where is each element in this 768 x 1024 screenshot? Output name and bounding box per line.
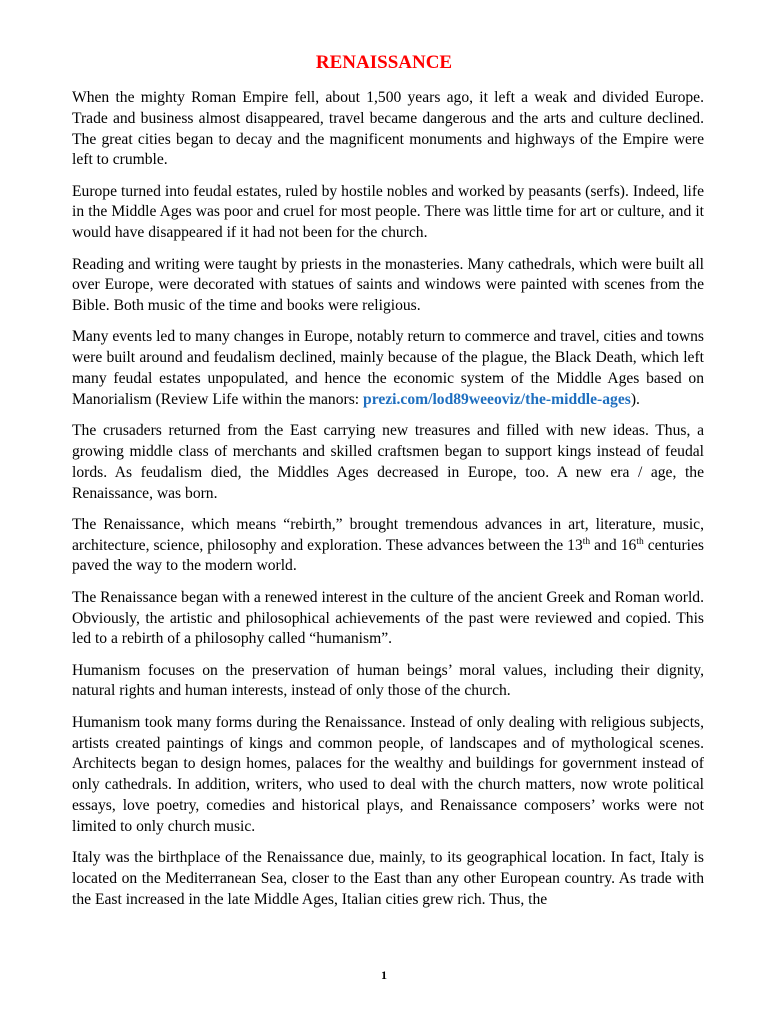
paragraph-humanism-focus: Humanism focuses on the preservation of human beings’ moral values, including their dignity, natural rights and human interests, instead of only those of the church.: [72, 661, 704, 700]
paragraph-crusaders: The crusaders returned from the East carrying new treasures and filled with new ideas. Thus, a growing middle class of merchants and skilled craftsmen began to support kings instead of feudal lords. As feudalism died, the Middles Ages decreased in Europe, too. A new era / age, the Renaissance, was born.: [72, 422, 704, 502]
paragraph-rebirth: [72, 515, 704, 577]
paragraph-changes-text: Many events led to many changes in Europe, notably return to commerce and travel, cities and towns were built around and feudalism declined, mainly because of the plague, the Black Death, which left many feudal estates unpopulated, and hence the economic system of the Middle Ages based on Manorialism (Review Life within the manors:: [72, 328, 704, 408]
page-number: 1: [381, 968, 387, 982]
paragraph-rebirth-text: The Renaissance, which means “rebirth,” brought tremendous advances in art, literature, music, architecture, science, philosophy and exploration. These advances between the 13: [72, 515, 704, 554]
document-title: RENAISSANCE: [315, 52, 453, 73]
prezi-link[interactable]: prezi.com/lod89weeoviz/the-middle-ages: [363, 390, 631, 408]
document-body: [72, 88, 704, 921]
paragraph-italy: Italy was the birthplace of the Renaissance due, mainly, to its geographical location. In fact, Italy is located on the Mediterranean Sea, closer to the East than any other European country. As trade with the East increased in the late Middle Ages, Italian cities grew rich. Thus, the: [72, 849, 704, 908]
superscript-th-13: th: [582, 536, 591, 547]
paragraph-rebirth-mid: and 16: [590, 536, 637, 554]
paragraph-feudal-estates: Europe turned into feudal estates, ruled by hostile nobles and worked by peasants (serfs). Indeed, life in the Middle Ages was poor and cruel for most people. There was little time for art or culture, and it would have disappeared if it had not been for the church.: [72, 182, 704, 242]
paragraph-greek-roman: The Renaissance began with a renewed interest in the culture of the ancient Greek and Roman world. Obviously, the artistic and philosophical achievements of the past were reviewed and copied. This led to a rebirth of a philosophy called “humanism”.: [72, 588, 704, 648]
paragraph-humanism-forms: Humanism took many forms during the Renaissance. Instead of only dealing with religious subjects, artists created paintings of kings and common people, of landscapes and of mythological scenes. Architects began to design homes, palaces for the wealthy and buildings for government instead of only cathedrals. In addition, writers, who used to deal with the church matters, now wrote political essays, love poetry, comedies and historical plays, and Renaissance composers’ works were not limited to only church music.: [72, 713, 704, 835]
paragraph-changes-in-europe: [72, 327, 704, 410]
paragraph-monasteries: Reading and writing were taught by priests in the monasteries. Many cathedrals, which were built all over Europe, were decorated with statues of saints and windows were painted with scenes from the Bible. Both music of the time and books were religious.: [72, 255, 704, 315]
paragraph-changes-end: ).: [630, 390, 640, 408]
paragraph-rebirth-end: centuries paved the way to the modern world.: [72, 536, 704, 575]
superscript-th-16: th: [636, 536, 644, 547]
paragraph-roman-empire: When the mighty Roman Empire fell, about 1,500 years ago, it left a weak and divided Europe. Trade and business almost disappeared, travel became dangerous and the arts and culture declined. The great cities began to decay and the magnificent monuments and highways of the Empire were left to crumble.: [72, 89, 704, 169]
